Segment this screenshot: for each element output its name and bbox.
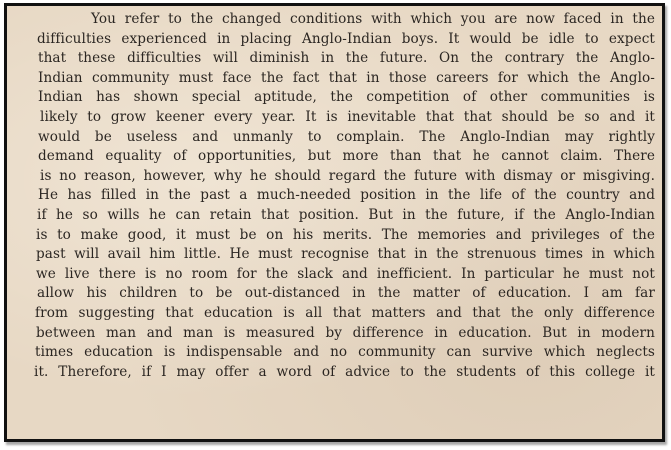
text-line: would be useless and unmanly to complain. The Anglo-Indian may rightly: [38, 128, 655, 145]
scanned-page: [4, 3, 665, 442]
text-line: You refer to the changed conditions with which you are now faced in the: [91, 11, 655, 27]
text-line: it. Therefore, if I may offer a word of advice to the students of this college it: [34, 363, 655, 380]
text-line: from suggesting that education is all that matters and that the only difference: [35, 304, 655, 321]
text-line: past will avail him little. He must recognise that in the strenuous times in which: [36, 246, 655, 263]
text-line: if he so wills he can retain that position. But in the future, if the Anglo-Indian: [37, 206, 655, 223]
text-line: Indian has shown special aptitude, the competition of other communities is: [38, 89, 655, 106]
text-line: between man and man is measured by difference in education. But in modern: [36, 324, 655, 341]
text-line: allow his children to be out-distanced in the matter of education. I am far: [37, 285, 655, 302]
text-line: that these difficulties will diminish in the future. On the contrary the Anglo-: [38, 50, 655, 67]
text-line: we live there is no room for the slack and inefficient. In particular he must not: [36, 265, 655, 282]
text-line: difficulties experienced in placing Anglo-Indian boys. It would be idle to expect: [37, 30, 655, 47]
page-text: [15, 10, 655, 382]
text-line: Indian community must face the fact that in those careers for which the Anglo-: [38, 69, 655, 86]
text-line: demand equality of opportunities, but more than that he cannot claim. There: [38, 148, 655, 165]
text-line: He has filled in the past a much-needed position in the life of the country and: [38, 187, 655, 204]
text-line: times education is indispensable and no community can survive which neglects: [35, 344, 655, 361]
text-line: is no reason, however, why he should regard the future with dismay or misgiving.: [40, 167, 655, 184]
text-line: likely to grow keener every year. It is inevitable that that should be so and it: [40, 108, 655, 125]
text-line: is to make good, it must be on his merits. The memories and privileges of the: [36, 226, 655, 243]
